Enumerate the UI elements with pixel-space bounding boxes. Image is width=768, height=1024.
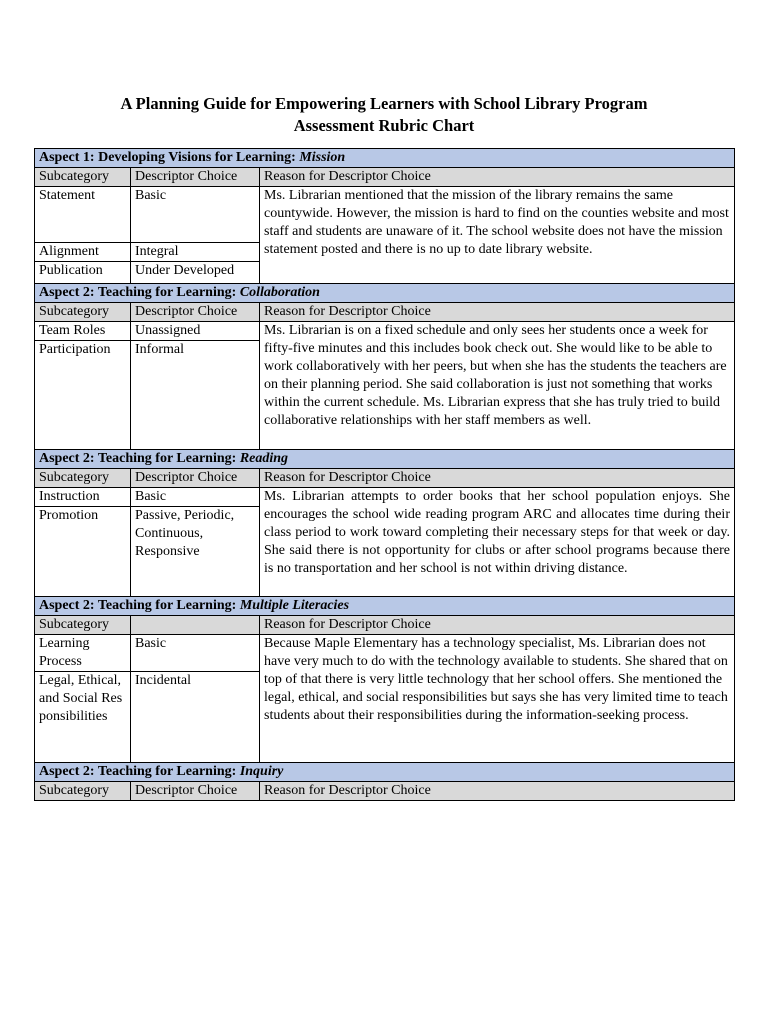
aspect-focus: Mission <box>299 150 346 165</box>
reason-cell: Ms. Librarian attempts to order books that her school population enjoys. She encourages the school wide reading program ARC and allocates time during their class period to work toward completing their necessary steps for that week or day. She said there is not opportunity for clubs or after school programs because there is no transportation and her school is not within driving distance. <box>260 488 735 597</box>
header-subcategory: Subcategory <box>35 782 131 801</box>
subcategory-cell: Team Roles <box>35 322 131 341</box>
header-subcategory: Subcategory <box>35 303 131 322</box>
descriptor-cell: Basic <box>131 187 260 243</box>
aspect-header-collaboration: Aspect 2: Teaching for Learning: Collaboration <box>35 284 735 303</box>
subcategory-cell: Instruction <box>35 488 131 507</box>
subcategory-cell: Legal, Ethical, and Social Responsibilities <box>35 672 131 763</box>
aspect-focus: Inquiry <box>239 764 284 779</box>
header-reason: Reason for Descriptor Choice <box>260 616 735 635</box>
title-line-1: A Planning Guide for Empowering Learners with School Library Program <box>120 94 648 113</box>
header-reason: Reason for Descriptor Choice <box>260 168 735 187</box>
aspect-header-inquiry: Aspect 2: Teaching for Learning: Inquiry <box>35 763 735 782</box>
table-row <box>35 187 735 243</box>
aspect-focus: Collaboration <box>239 285 320 300</box>
subcategory-cell: Promotion <box>35 507 131 597</box>
column-header-row <box>35 168 735 187</box>
header-descriptor: Descriptor Choice <box>131 469 260 488</box>
descriptor-cell: Incidental <box>131 672 260 763</box>
aspect-header-mission: Aspect 1: Developing Visions for Learning: Mission <box>35 149 735 168</box>
header-subcategory: Subcategory <box>35 469 131 488</box>
header-reason: Reason for Descriptor Choice <box>260 469 735 488</box>
subcategory-cell: Statement <box>35 187 131 243</box>
subcategory-cell: Publication <box>35 262 131 284</box>
table-row <box>35 488 735 507</box>
header-subcategory: Subcategory <box>35 616 131 635</box>
descriptor-cell: Unassigned <box>131 322 260 341</box>
aspect-focus: Reading <box>239 451 289 466</box>
descriptor-cell: Informal <box>131 341 260 450</box>
descriptor-cell: Passive, Periodic, Continuous, Responsive <box>131 507 260 597</box>
header-reason: Reason for Descriptor Choice <box>260 782 735 801</box>
subcategory-cell: Alignment <box>35 243 131 262</box>
subcategory-cell: Participation <box>35 341 131 450</box>
column-header-row <box>35 303 735 322</box>
header-subcategory: Subcategory <box>35 168 131 187</box>
header-reason: Reason for Descriptor Choice <box>260 303 735 322</box>
header-descriptor: Descriptor Choice <box>131 303 260 322</box>
reason-cell: Ms. Librarian mentioned that the mission of the library remains the same countywide. However, the mission is hard to find on the counties website and most staff and students are unaware of it. The school website does not have the mission statement posted and there is no up to date library website. <box>260 187 735 284</box>
subcategory-cell: Learning Process <box>35 635 131 672</box>
descriptor-cell: Under Developed <box>131 262 260 284</box>
descriptor-cell: Basic <box>131 635 260 672</box>
descriptor-cell: Integral <box>131 243 260 262</box>
title-line-2: Assessment Rubric Chart <box>293 116 475 135</box>
aspect-focus: Multiple Literacies <box>239 598 350 613</box>
document-title <box>34 93 734 137</box>
header-descriptor: Descriptor Choice <box>131 168 260 187</box>
header-descriptor: Descriptor Choice <box>131 782 260 801</box>
aspect-header-reading: Aspect 2: Teaching for Learning: Reading <box>35 450 735 469</box>
header-descriptor <box>131 616 260 635</box>
column-header-row <box>35 616 735 635</box>
column-header-row <box>35 782 735 801</box>
table-row <box>35 322 735 341</box>
rubric-table <box>34 148 735 801</box>
aspect-header-multiple-literacies: Aspect 2: Teaching for Learning: Multiple Literacies <box>35 597 735 616</box>
reason-cell: Because Maple Elementary has a technology specialist, Ms. Librarian does not have very much to do with the technology available to students. She shared that on top of that there is very little technology that her school offers. She mentioned the legal, ethical, and social responsibilities but says she has very limited time to teach students about their responsibilities during the information-seeking process. <box>260 635 735 763</box>
descriptor-cell: Basic <box>131 488 260 507</box>
reason-cell: Ms. Librarian is on a fixed schedule and only sees her students once a week for fifty-five minutes and this includes book check out. She would like to be able to work collaboratively with her peers, but when she has the students the teachers are on their planning period. She said collaboration is just not something that works within the current schedule. Ms. Librarian express that she has truly tried to build collaborative relationships with her staff members as well. <box>260 322 735 450</box>
table-row <box>35 635 735 672</box>
column-header-row <box>35 469 735 488</box>
